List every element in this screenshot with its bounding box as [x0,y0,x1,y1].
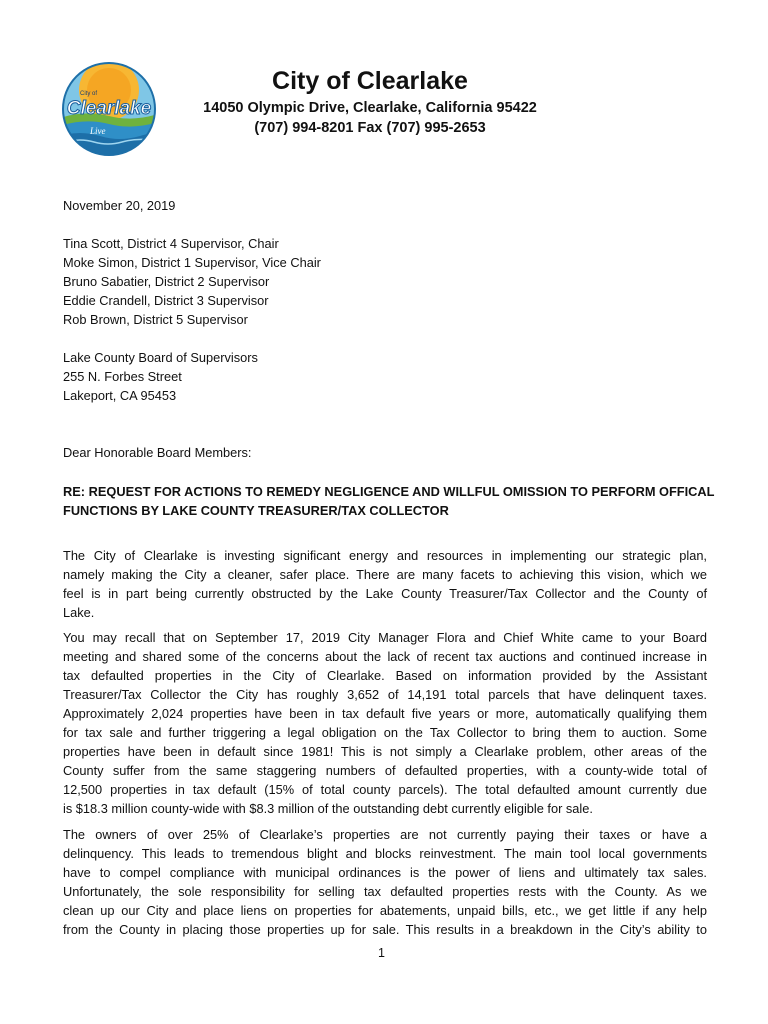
letter-date: November 20, 2019 [63,198,176,213]
subject-line: RE: REQUEST FOR ACTIONS TO REMEDY NEGLIGENCE AND WILLFUL OMISSION TO PERFORM OFFICAL FUNCTIONS BY LAKE COUNTY TREASURER/TAX COLLECTOR [63,484,715,518]
city-logo [60,60,158,158]
logo-script: Live [90,126,106,136]
salutation: Dear Honorable Board Members: [63,445,252,460]
recipient: Eddie Crandell, District 3 Supervisor [63,293,269,308]
paragraph-2: You may recall that on September 17, 2019 City Manager Flora and Chief White came to your Board meeting and shared some of the concerns about the lack of recent tax auctions and continued increase in tax defaulted properties in the City of Clearlake. Based on information provided by the Assistant Treasurer/Tax Collector the City has roughly 3,652 of 14,191 total parcels that have delinquent taxes. Approximately 2,024 properties have been in tax default five years or more, automatically qualifying them for tax sale and further triggering a legal obligation on the Tax Collector to bring them to auction. Some properties have been in default since 1981! This is not simply a Clearlake problem, other areas of the County suffer from the same staggering numbers of defaulted properties, with a county-wide total of 12,500 properties in tax default (15% of total county parcels). The total defaulted amount currently due is $18.3 million county-wide with $8.3 million of the outstanding debt currently eligible for sale. [63,630,707,816]
address-block: Lake County Board of Supervisors 255 N. Forbes Street Lakeport, CA 95453 [63,350,258,403]
logo-text: Clearlake [66,98,152,119]
paragraph-3: The owners of over 25% of Clearlake’s properties are not currently paying their taxes or have a delinquency. This leads to tremendous blight and blocks reinvestment. The main tool local governments have to compel compliance with municipal ordinances is the power of liens and ultimately tax sales. Unfortunately, the sole responsibility for selling tax defaulted properties rests with the County. As we clean up our City and place liens on properties for abatements, unpaid bills, etc., we get little if any help from the County in placing those properties up for sale. This results in a breakdown in the City’s ability to [63,827,707,937]
recipient: Tina Scott, District 4 Supervisor, Chair [63,236,279,251]
recipient: Moke Simon, District 1 Supervisor, Vice Chair [63,255,321,270]
recipient: Rob Brown, District 5 Supervisor [63,312,248,327]
city-address: 14050 Olympic Drive, Clearlake, California 95422 [203,100,537,116]
city-name: City of Clearlake [272,67,468,95]
recipient-list [63,234,707,329]
paragraph-1: The City of Clearlake is investing significant energy and resources in implementing our strategic plan, namely making the City a cleaner, safer place. There are many facets to achieving this vision, which we feel is in part being currently obstructed by the Lake County Treasurer/Tax Collector and the County of Lake. [63,548,707,620]
recipient: Bruno Sabatier, District 2 Supervisor [63,274,270,289]
city-phone: (707) 994-8201 Fax (707) 995-2653 [254,120,486,136]
letterhead [180,64,560,138]
logo-subtext: City of [80,91,98,97]
page-number: 1 [378,946,385,960]
